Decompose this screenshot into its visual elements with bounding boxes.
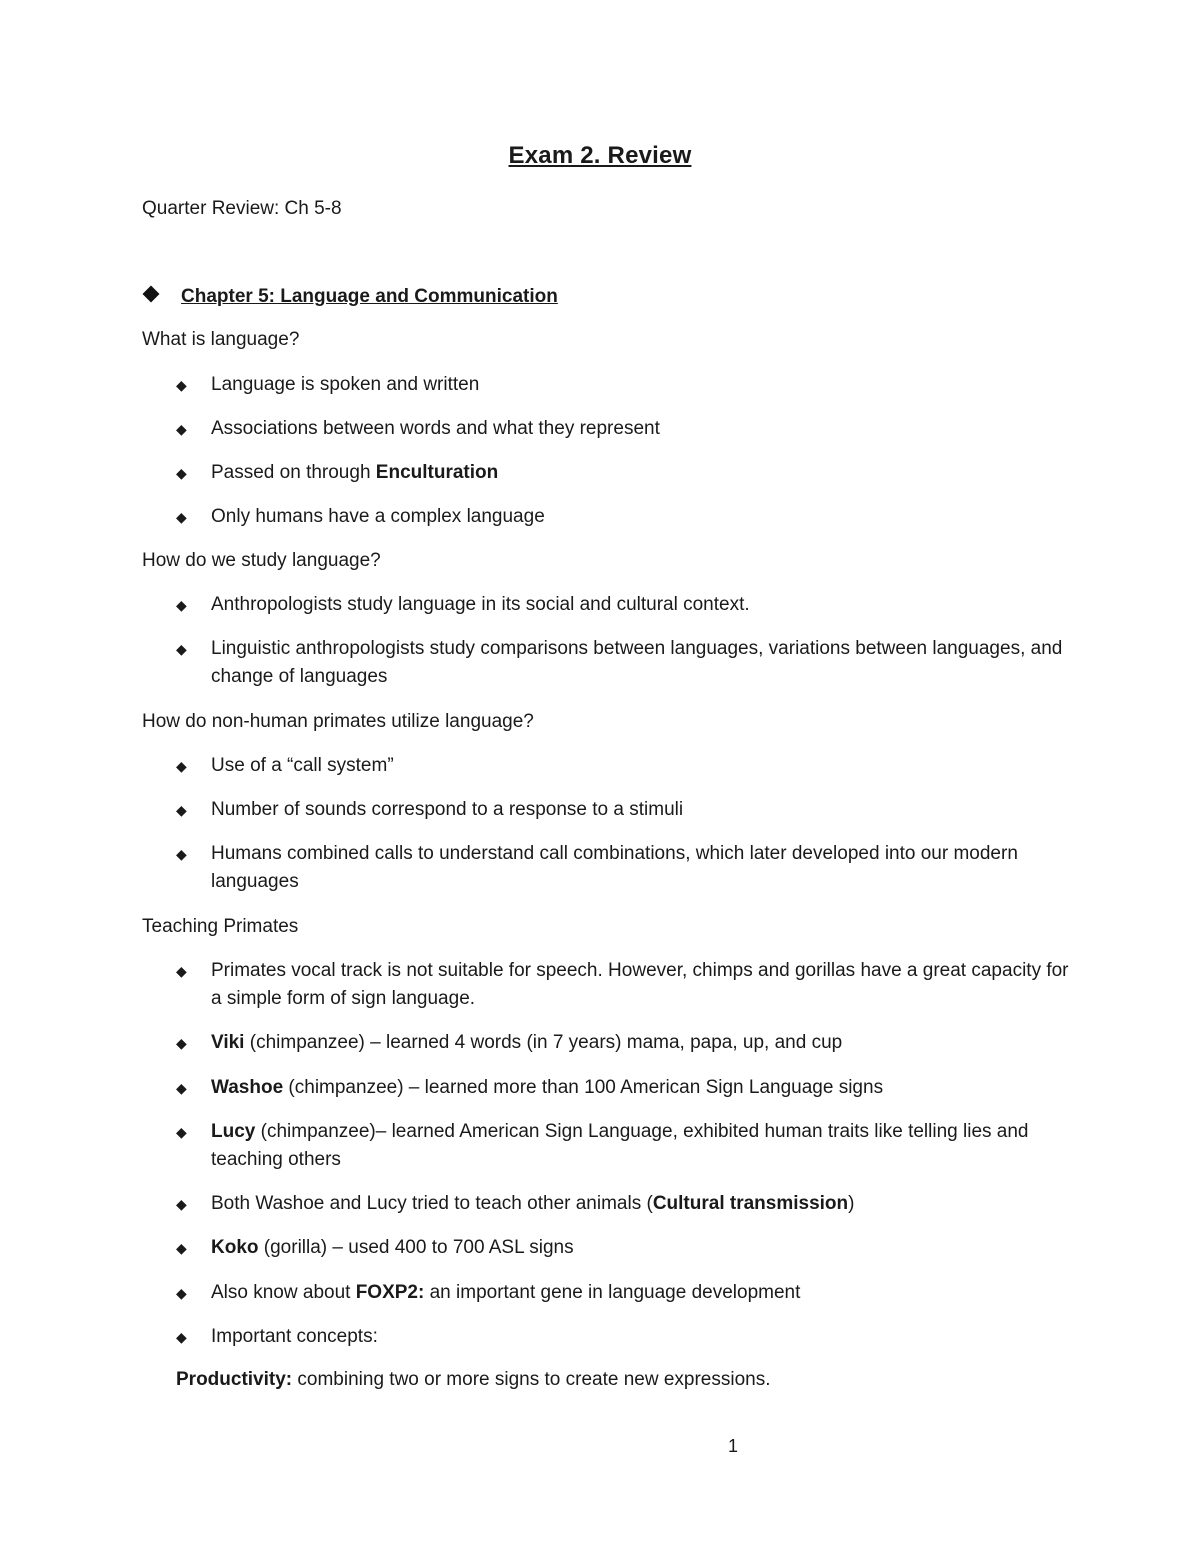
concept-definition — [176, 1366, 771, 1394]
bullet-icon: ◆ — [176, 1080, 187, 1096]
bullet-icon: ◆ — [176, 641, 187, 657]
bullet-icon: ◆ — [176, 597, 187, 613]
bullet-icon: ◆ — [176, 758, 187, 774]
section-question: Teaching Primates — [142, 916, 299, 937]
subtitle: Quarter Review: Ch 5-8 — [142, 198, 342, 219]
bullet-icon: ◆ — [176, 1124, 187, 1140]
section-question: How do non-human primates utilize language? — [142, 711, 534, 732]
bullet-icon: ◆ — [176, 1285, 187, 1301]
bullet-icon: ◆ — [176, 1329, 187, 1345]
bullet-icon: ◆ — [176, 1035, 187, 1051]
chapter-title: Chapter 5: Language and Communication — [181, 286, 558, 307]
bullet-icon: ◆ — [176, 846, 187, 862]
page-number: 1 — [728, 1436, 739, 1456]
concept-term: Productivity: — [176, 1369, 293, 1390]
bullet-icon: ◆ — [176, 509, 187, 525]
bullet-icon: ◆ — [176, 1240, 187, 1256]
concept-text: combining two or more signs to create new expressions. — [292, 1369, 771, 1390]
page-title: Exam 2. Review — [508, 142, 692, 169]
diamond-bullet-icon — [143, 286, 160, 303]
bullet-icon: ◆ — [176, 1196, 187, 1212]
section-question: How do we study language? — [142, 550, 381, 571]
bullet-icon: ◆ — [176, 377, 187, 393]
bullet-icon: ◆ — [176, 802, 187, 818]
section-question: What is language? — [142, 329, 300, 350]
chapter-heading — [142, 283, 558, 311]
bullet-icon: ◆ — [176, 465, 187, 481]
document-page: Exam 2. Review Quarter Review: Ch 5-8 Chapter 5: Language and Communication What is language? ◆ Language is spoken and written ◆ Associations between words and what they represent ◆ Passed on through Enculturation ◆ Only humans have a complex language How do we study language? ◆ Anthropologists study language in its social and cultural context. ◆ Linguistic anthropologists study comparisons between languages, variations between languages, and change of languages How do non-human primates utilize language? ◆ Use of a “call system” ◆ Number of sounds correspond to a response to a stimuli ◆ Humans combined calls to understand call combinations, which later developed into our modern languages Teaching Primates ◆ Primates vocal track is not suitable for speech. However, chimps and gorillas have a great capacity for a simple form of sign language. ◆ Viki (chimpanzee) – learned 4 words (in 7 years) mama, papa, up, and cup ◆ Washoe (chimpanzee) – learned more than 100 American Sign Language signs ◆ Lucy (chimpanzee)– learned American Sign Language, exhibited human traits like telling lies and teaching others ◆ Both Washoe and Lucy tried to teach other animals (Cultural transmission) ◆ Koko (gorilla) – used 400 to 700 ASL signs ◆ Also know about FOXP2: an important gene in language development ◆ Important concepts: Productivity: combining two or more signs to create new expressions. 1 — [0, 0, 1200, 1553]
bullet-icon: ◆ — [176, 963, 187, 979]
bullet-icon: ◆ — [176, 421, 187, 437]
